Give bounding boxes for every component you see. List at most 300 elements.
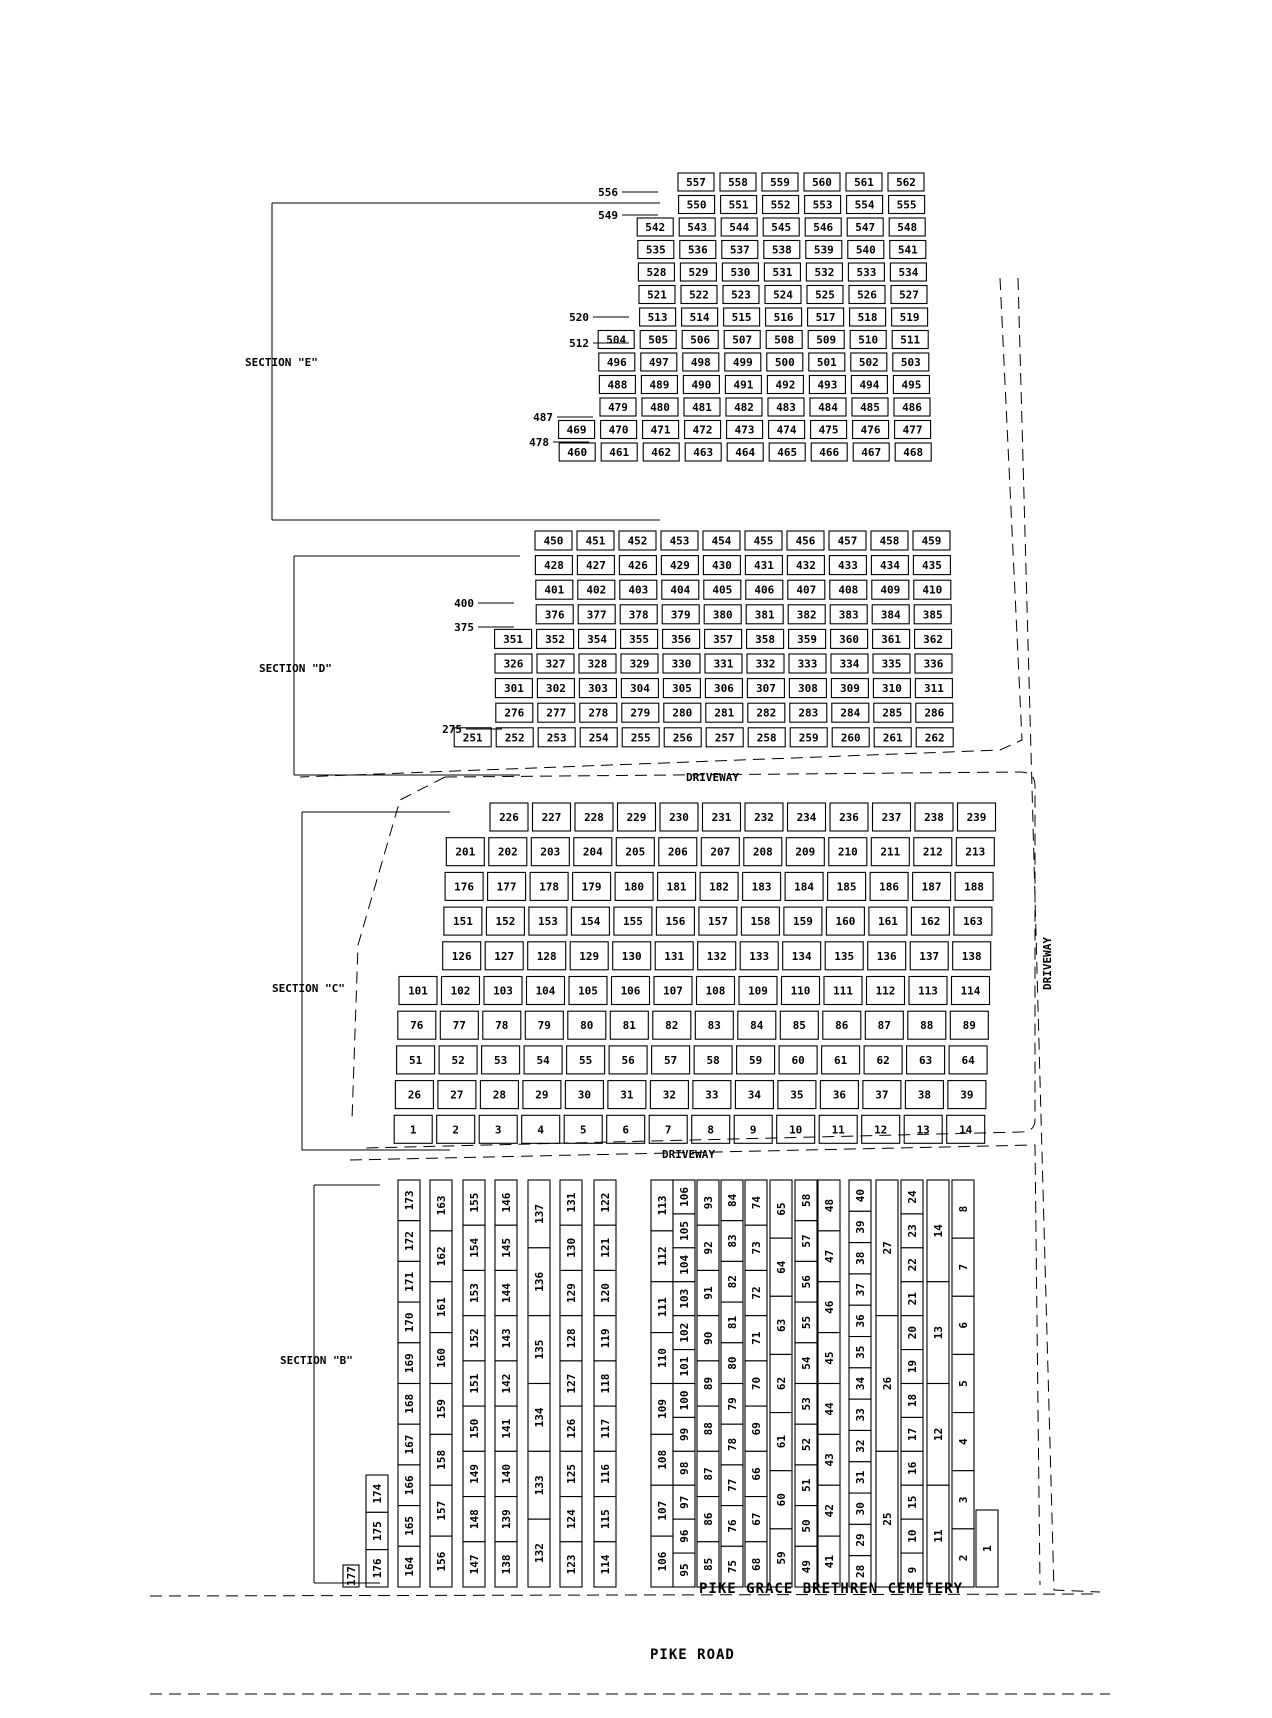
burial-plot[interactable] [778, 1081, 816, 1109]
burial-plot[interactable] [685, 443, 721, 461]
burial-plot[interactable] [721, 1424, 743, 1465]
burial-plot[interactable] [656, 907, 694, 935]
burial-plot[interactable] [892, 331, 928, 349]
burial-plot[interactable] [768, 398, 804, 416]
burial-plot[interactable] [808, 308, 844, 326]
burial-plot[interactable] [870, 872, 908, 900]
burial-plot[interactable] [609, 1046, 647, 1074]
burial-plot[interactable] [488, 872, 526, 900]
burial-plot[interactable] [616, 838, 654, 866]
burial-plot[interactable] [764, 263, 800, 281]
burial-plot[interactable] [890, 241, 926, 259]
burial-plot[interactable] [832, 703, 869, 722]
burial-plot[interactable] [770, 1180, 792, 1238]
burial-plot[interactable] [495, 1451, 517, 1496]
burial-plot[interactable] [770, 1238, 792, 1296]
burial-plot[interactable] [721, 1343, 743, 1384]
burial-plot[interactable] [952, 977, 990, 1005]
burial-plot[interactable] [901, 1384, 923, 1418]
burial-plot[interactable] [560, 1270, 582, 1315]
burial-plot[interactable] [795, 1302, 817, 1343]
burial-plot[interactable] [673, 1519, 695, 1553]
burial-plot[interactable] [952, 1529, 974, 1587]
burial-plot[interactable] [735, 1081, 773, 1109]
burial-plot[interactable] [956, 838, 994, 866]
burial-plot[interactable] [343, 1565, 359, 1587]
burial-plot[interactable] [703, 803, 741, 831]
burial-plot[interactable] [574, 838, 612, 866]
burial-plot[interactable] [871, 531, 908, 550]
burial-plot[interactable] [873, 803, 911, 831]
burial-plot[interactable] [901, 1350, 923, 1384]
burial-plot[interactable] [651, 1333, 673, 1384]
burial-plot[interactable] [954, 907, 992, 935]
burial-plot[interactable] [952, 1180, 974, 1238]
burial-plot[interactable] [789, 679, 826, 698]
burial-plot[interactable] [747, 629, 784, 648]
burial-plot[interactable] [748, 703, 785, 722]
burial-plot[interactable] [743, 872, 781, 900]
burial-plot[interactable] [867, 977, 905, 1005]
burial-plot[interactable] [849, 1399, 871, 1430]
burial-plot[interactable] [864, 1046, 902, 1074]
burial-plot[interactable] [769, 421, 805, 439]
burial-plot[interactable] [430, 1536, 452, 1587]
burial-plot[interactable] [654, 977, 692, 1005]
burial-plot[interactable] [721, 196, 757, 214]
burial-plot[interactable] [818, 1180, 840, 1231]
burial-plot[interactable] [927, 1384, 949, 1486]
burial-plot[interactable] [673, 1553, 695, 1587]
burial-plot[interactable] [952, 1296, 974, 1354]
burial-plot[interactable] [673, 1451, 695, 1485]
burial-plot[interactable] [783, 942, 821, 970]
burial-plot[interactable] [559, 443, 595, 461]
burial-plot[interactable] [651, 1180, 673, 1231]
burial-plot[interactable] [811, 421, 847, 439]
burial-plot[interactable] [523, 1081, 561, 1109]
burial-plot[interactable] [560, 1361, 582, 1406]
burial-plot[interactable] [594, 1316, 616, 1361]
burial-plot[interactable] [463, 1542, 485, 1587]
burial-plot[interactable] [851, 353, 887, 371]
burial-plot[interactable] [528, 1316, 550, 1384]
burial-plot[interactable] [727, 421, 763, 439]
burial-plot[interactable] [697, 1225, 719, 1270]
burial-plot[interactable] [680, 241, 716, 259]
burial-plot[interactable] [888, 173, 924, 191]
burial-plot[interactable] [445, 872, 483, 900]
burial-plot[interactable] [777, 1115, 815, 1143]
burial-plot[interactable] [663, 679, 700, 698]
burial-plot[interactable] [852, 398, 888, 416]
burial-plot[interactable] [661, 531, 698, 550]
burial-plot[interactable] [528, 1519, 550, 1587]
burial-plot[interactable] [483, 1011, 521, 1039]
burial-plot[interactable] [613, 942, 651, 970]
burial-plot[interactable] [697, 1406, 719, 1451]
burial-plot[interactable] [619, 556, 656, 575]
burial-plot[interactable] [685, 421, 721, 439]
burial-plot[interactable] [673, 1417, 695, 1451]
burial-plot[interactable] [788, 803, 826, 831]
burial-plot[interactable] [536, 605, 573, 624]
burial-plot[interactable] [651, 1282, 673, 1333]
burial-plot[interactable] [901, 1282, 923, 1316]
burial-plot[interactable] [578, 605, 615, 624]
burial-plot[interactable] [684, 398, 720, 416]
burial-plot[interactable] [495, 654, 532, 673]
burial-plot[interactable] [745, 803, 783, 831]
burial-plot[interactable] [927, 1282, 949, 1384]
burial-plot[interactable] [849, 1493, 871, 1524]
burial-plot[interactable] [640, 331, 676, 349]
burial-plot[interactable] [876, 1180, 898, 1316]
burial-plot[interactable] [846, 173, 882, 191]
burial-plot[interactable] [894, 398, 930, 416]
burial-plot[interactable] [482, 1046, 520, 1074]
burial-plot[interactable] [822, 1046, 860, 1074]
burial-plot[interactable] [446, 838, 484, 866]
burial-plot[interactable] [398, 1424, 420, 1465]
burial-plot[interactable] [643, 421, 679, 439]
burial-plot[interactable] [444, 907, 482, 935]
burial-plot[interactable] [398, 1302, 420, 1343]
burial-plot[interactable] [653, 1011, 691, 1039]
burial-plot[interactable] [829, 556, 866, 575]
burial-plot[interactable] [528, 1384, 550, 1452]
burial-plot[interactable] [871, 838, 909, 866]
burial-plot[interactable] [868, 942, 906, 970]
burial-plot[interactable] [820, 1081, 858, 1109]
burial-plot[interactable] [724, 308, 760, 326]
burial-plot[interactable] [722, 263, 758, 281]
burial-plot[interactable] [913, 872, 951, 900]
burial-plot[interactable] [721, 1221, 743, 1262]
burial-plot[interactable] [564, 1115, 602, 1143]
burial-plot[interactable] [705, 654, 742, 673]
burial-plot[interactable] [721, 1506, 743, 1547]
burial-plot[interactable] [721, 1261, 743, 1302]
burial-plot[interactable] [703, 531, 740, 550]
burial-plot[interactable] [706, 728, 743, 747]
burial-plot[interactable] [787, 556, 824, 575]
burial-plot[interactable] [439, 1046, 477, 1074]
burial-plot[interactable] [763, 196, 799, 214]
burial-plot[interactable] [673, 1316, 695, 1350]
burial-plot[interactable] [594, 1270, 616, 1315]
burial-plot[interactable] [893, 353, 929, 371]
burial-plot[interactable] [437, 1115, 475, 1143]
burial-plot[interactable] [594, 1225, 616, 1270]
burial-plot[interactable] [397, 1046, 435, 1074]
burial-plot[interactable] [530, 872, 568, 900]
burial-plot[interactable] [740, 942, 778, 970]
burial-plot[interactable] [891, 286, 927, 304]
burial-plot[interactable] [831, 679, 868, 698]
burial-plot[interactable] [874, 728, 911, 747]
burial-plot[interactable] [862, 1115, 900, 1143]
burial-plot[interactable] [908, 1011, 946, 1039]
burial-plot[interactable] [560, 1497, 582, 1542]
burial-plot[interactable] [901, 1485, 923, 1519]
burial-plot[interactable] [579, 679, 616, 698]
burial-plot[interactable] [496, 728, 533, 747]
burial-plot[interactable] [528, 1451, 550, 1519]
burial-plot[interactable] [849, 1524, 871, 1555]
burial-plot[interactable] [612, 977, 650, 1005]
burial-plot[interactable] [851, 376, 887, 394]
burial-plot[interactable] [496, 703, 533, 722]
burial-plot[interactable] [762, 173, 798, 191]
burial-plot[interactable] [480, 1081, 518, 1109]
burial-plot[interactable] [660, 803, 698, 831]
burial-plot[interactable] [848, 241, 884, 259]
burial-plot[interactable] [865, 1011, 903, 1039]
burial-plot[interactable] [745, 1406, 767, 1451]
burial-plot[interactable] [927, 1485, 949, 1587]
burial-plot[interactable] [577, 556, 614, 575]
burial-plot[interactable] [901, 1451, 923, 1485]
burial-plot[interactable] [673, 1248, 695, 1282]
burial-plot[interactable] [927, 1180, 949, 1282]
burial-plot[interactable] [745, 1270, 767, 1315]
burial-plot[interactable] [699, 907, 737, 935]
burial-plot[interactable] [909, 977, 947, 1005]
burial-plot[interactable] [746, 605, 783, 624]
burial-plot[interactable] [430, 1282, 452, 1333]
burial-plot[interactable] [895, 421, 931, 439]
burial-plot[interactable] [594, 1542, 616, 1587]
burial-plot[interactable] [874, 703, 911, 722]
burial-plot[interactable] [638, 263, 674, 281]
burial-plot[interactable] [683, 376, 719, 394]
burial-plot[interactable] [537, 654, 574, 673]
burial-plot[interactable] [575, 803, 613, 831]
burial-plot[interactable] [789, 654, 826, 673]
burial-plot[interactable] [952, 1471, 974, 1529]
burial-plot[interactable] [495, 629, 532, 648]
burial-plot[interactable] [832, 728, 869, 747]
burial-plot[interactable] [849, 1305, 871, 1336]
burial-plot[interactable] [366, 1512, 388, 1549]
burial-plot[interactable] [795, 1506, 817, 1547]
burial-plot[interactable] [537, 629, 574, 648]
burial-plot[interactable] [767, 376, 803, 394]
burial-plot[interactable] [809, 376, 845, 394]
burial-plot[interactable] [640, 308, 676, 326]
burial-plot[interactable] [766, 308, 802, 326]
burial-plot[interactable] [853, 421, 889, 439]
burial-plot[interactable] [895, 443, 931, 461]
burial-plot[interactable] [495, 1406, 517, 1451]
burial-plot[interactable] [700, 872, 738, 900]
burial-plot[interactable] [818, 1231, 840, 1282]
burial-plot[interactable] [693, 1081, 731, 1109]
burial-plot[interactable] [601, 421, 637, 439]
burial-plot[interactable] [770, 1296, 792, 1354]
burial-plot[interactable] [901, 1248, 923, 1282]
burial-plot[interactable] [795, 1261, 817, 1302]
burial-plot[interactable] [399, 977, 437, 1005]
burial-plot[interactable] [828, 872, 866, 900]
burial-plot[interactable] [873, 679, 910, 698]
burial-plot[interactable] [953, 942, 991, 970]
burial-plot[interactable] [651, 1536, 673, 1587]
burial-plot[interactable] [569, 977, 607, 1005]
burial-plot[interactable] [705, 629, 742, 648]
burial-plot[interactable] [398, 1261, 420, 1302]
burial-plot[interactable] [721, 1384, 743, 1425]
burial-plot[interactable] [806, 263, 842, 281]
burial-plot[interactable] [641, 376, 677, 394]
burial-plot[interactable] [770, 1471, 792, 1529]
burial-plot[interactable] [916, 728, 953, 747]
burial-plot[interactable] [694, 1046, 732, 1074]
burial-plot[interactable] [560, 1316, 582, 1361]
burial-plot[interactable] [652, 1046, 690, 1074]
burial-plot[interactable] [528, 942, 566, 970]
burial-plot[interactable] [915, 629, 952, 648]
burial-plot[interactable] [765, 286, 801, 304]
burial-plot[interactable] [738, 1011, 776, 1039]
burial-plot[interactable] [463, 1361, 485, 1406]
burial-plot[interactable] [766, 331, 802, 349]
burial-plot[interactable] [849, 1180, 871, 1211]
burial-plot[interactable] [810, 398, 846, 416]
burial-plot[interactable] [649, 1115, 687, 1143]
burial-plot[interactable] [559, 421, 595, 439]
burial-plot[interactable] [443, 942, 481, 970]
burial-plot[interactable] [641, 353, 677, 371]
burial-plot[interactable] [440, 1011, 478, 1039]
burial-plot[interactable] [528, 1248, 550, 1316]
burial-plot[interactable] [724, 331, 760, 349]
burial-plot[interactable] [737, 1046, 775, 1074]
burial-plot[interactable] [727, 443, 763, 461]
burial-plot[interactable] [805, 218, 841, 236]
burial-plot[interactable] [739, 977, 777, 1005]
burial-plot[interactable] [642, 398, 678, 416]
burial-plot[interactable] [876, 1451, 898, 1587]
burial-plot[interactable] [680, 263, 716, 281]
burial-plot[interactable] [818, 1333, 840, 1384]
burial-plot[interactable] [831, 654, 868, 673]
burial-plot[interactable] [398, 1221, 420, 1262]
burial-plot[interactable] [442, 977, 480, 1005]
burial-plot[interactable] [430, 1180, 452, 1231]
burial-plot[interactable] [484, 977, 522, 1005]
burial-plot[interactable] [818, 1282, 840, 1333]
burial-plot[interactable] [529, 907, 567, 935]
burial-plot[interactable] [560, 1225, 582, 1270]
burial-plot[interactable] [535, 556, 572, 575]
burial-plot[interactable] [618, 803, 656, 831]
burial-plot[interactable] [537, 679, 574, 698]
burial-plot[interactable] [809, 353, 845, 371]
burial-plot[interactable] [683, 353, 719, 371]
burial-plot[interactable] [463, 1497, 485, 1542]
burial-plot[interactable] [805, 196, 841, 214]
burial-plot[interactable] [849, 1430, 871, 1461]
burial-plot[interactable] [818, 1485, 840, 1536]
burial-plot[interactable] [479, 1115, 517, 1143]
burial-plot[interactable] [914, 605, 951, 624]
burial-plot[interactable] [651, 1485, 673, 1536]
burial-plot[interactable] [619, 531, 656, 550]
burial-plot[interactable] [651, 1434, 673, 1485]
burial-plot[interactable] [594, 1180, 616, 1225]
burial-plot[interactable] [789, 629, 826, 648]
burial-plot[interactable] [863, 1081, 901, 1109]
burial-plot[interactable] [639, 286, 675, 304]
burial-plot[interactable] [745, 1180, 767, 1225]
burial-plot[interactable] [850, 331, 886, 349]
burial-plot[interactable] [952, 1413, 974, 1471]
burial-plot[interactable] [622, 703, 659, 722]
burial-plot[interactable] [770, 1413, 792, 1471]
burial-plot[interactable] [748, 728, 785, 747]
burial-plot[interactable] [570, 942, 608, 970]
burial-plot[interactable] [600, 398, 636, 416]
burial-plot[interactable] [531, 838, 569, 866]
burial-plot[interactable] [599, 353, 635, 371]
burial-plot[interactable] [770, 1354, 792, 1412]
burial-plot[interactable] [527, 977, 565, 1005]
burial-plot[interactable] [594, 1497, 616, 1542]
burial-plot[interactable] [947, 1115, 985, 1143]
burial-plot[interactable] [621, 629, 658, 648]
burial-plot[interactable] [745, 1316, 767, 1361]
burial-plot[interactable] [701, 838, 739, 866]
burial-plot[interactable] [430, 1485, 452, 1536]
burial-plot[interactable] [535, 531, 572, 550]
burial-plot[interactable] [579, 629, 616, 648]
burial-plot[interactable] [571, 907, 609, 935]
burial-plot[interactable] [430, 1231, 452, 1282]
burial-plot[interactable] [366, 1475, 388, 1512]
burial-plot[interactable] [819, 1115, 857, 1143]
burial-plot[interactable] [910, 942, 948, 970]
burial-plot[interactable] [850, 308, 886, 326]
burial-plot[interactable] [679, 218, 715, 236]
burial-plot[interactable] [914, 838, 952, 866]
burial-plot[interactable] [911, 907, 949, 935]
burial-plot[interactable] [594, 1451, 616, 1496]
burial-plot[interactable] [678, 173, 714, 191]
burial-plot[interactable] [915, 803, 953, 831]
burial-plot[interactable] [528, 1180, 550, 1248]
burial-plot[interactable] [904, 1115, 942, 1143]
burial-plot[interactable] [610, 1011, 648, 1039]
burial-plot[interactable] [723, 286, 759, 304]
burial-plot[interactable] [952, 1354, 974, 1412]
burial-plot[interactable] [659, 838, 697, 866]
burial-plot[interactable] [673, 1384, 695, 1418]
burial-plot[interactable] [567, 1046, 605, 1074]
burial-plot[interactable] [830, 580, 867, 599]
burial-plot[interactable] [721, 1180, 743, 1221]
burial-plot[interactable] [533, 803, 571, 831]
burial-plot[interactable] [790, 703, 827, 722]
burial-plot[interactable] [658, 872, 696, 900]
burial-plot[interactable] [398, 1384, 420, 1425]
burial-plot[interactable] [873, 629, 910, 648]
burial-plot[interactable] [782, 977, 820, 1005]
burial-plot[interactable] [398, 1546, 420, 1587]
burial-plot[interactable] [901, 1214, 923, 1248]
burial-plot[interactable] [849, 1243, 871, 1274]
